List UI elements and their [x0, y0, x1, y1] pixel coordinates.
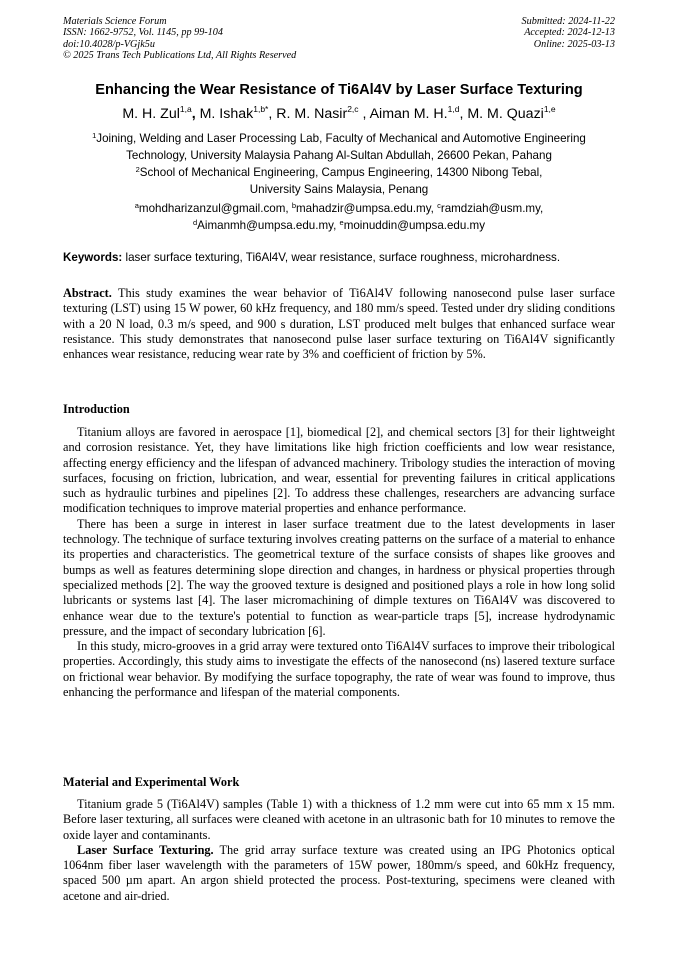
material-heading: Material and Experimental Work: [63, 775, 240, 789]
affiliation-line: Joining, Welding and Laser Processing Lab, Faculty of Mechanical and Automotive Engineering: [96, 132, 586, 145]
email-mark: b: [291, 201, 296, 210]
author-affiliation-mark: 2,c: [347, 104, 359, 114]
affiliation-2: [50, 165, 628, 198]
submission-dates: [522, 16, 615, 50]
paragraph: Titanium grade 5 (Ti6Al4V) samples (Table 1) with a thickness of 1.2 mm were cut into 65 mm x 15 mm. Before laser texturing, all surfaces were cleaned with acetone in an ultrasonic bath for 10 minutes to remove the oxide layer and contaminants.: [63, 797, 615, 842]
email-mark: a: [134, 201, 139, 210]
email-address: mahadzir@umpsa.edu.my: [296, 202, 431, 215]
affiliation-line: School of Mechanical Engineering, Campus Engineering, 14300 Nibong Tebal,: [139, 166, 543, 179]
author-name: M. Ishak: [199, 106, 254, 122]
journal-name: Materials Science Forum: [63, 16, 167, 27]
author-name: M. H. Zul: [122, 106, 180, 122]
author-separator: ,: [191, 106, 200, 122]
author-name: M. M. Quazi: [467, 106, 544, 122]
subsection-label: Laser Surface Texturing.: [77, 842, 214, 857]
paragraph-text: The grid array surface texture was created using an IPG Photonics optical 1064nm fiber laser wavelength with the parameters of 15W power, 180mm/s speed, and 60kHz frequency, spaced 500 µm apart. An argon shield protected the process. Post-texturing, specimens were cleaned with acetone and air-dried.: [63, 842, 615, 903]
email-address: moinuddin@umpsa.edu.my: [343, 218, 486, 232]
abstract-text: This study examines the wear behavior of Ti6Al4V following nanosecond pulse laser surface texturing (LST) using 15 W power, 60 kHz frequency, and 180 mm/s speed. Tested under dry sliding conditions with a 20 N load, 0.3 m/s speed, and 900 s duration, LST produced melt bulges that enhanced surface wear resistance. This study demonstrates that nanosecond pulse laser surface texturing on Ti6Al4V significantly enhances wear resistance, reducing wear rate by 3% and coefficient of friction by 5%.: [63, 286, 615, 362]
author-affiliation-mark: 1,e: [543, 104, 556, 114]
affiliation-1: [50, 131, 628, 164]
author-emails: [50, 201, 628, 234]
email-address: ramdziah@usm.my: [440, 202, 541, 215]
paragraph: In this study, micro-grooves in a grid array were textured onto Ti6Al4V surfaces to improve their tribological properties. Accordingly, this study aims to investigate the effects of the nanosecond (ns) lasered texture surface on frictional wear behavior. By modifying the surface topography, the rate of wear was found to improve, thus enhancing the performance and lifespan of the material components.: [63, 639, 615, 700]
journal-issn: ISSN: 1662-9752, Vol. 1145, pp 99-104: [63, 27, 223, 39]
author-name: R. M. Nasir: [276, 106, 348, 122]
author-separator: ,: [358, 106, 370, 122]
journal-copyright: © 2025 Trans Tech Publications Ltd, All Rights Reserved: [63, 50, 297, 62]
email-mark: d: [192, 217, 198, 227]
author-affiliation-mark: 1,d: [447, 104, 460, 114]
affiliation-mark: 1: [92, 131, 97, 140]
author-list: [40, 106, 638, 122]
abstract: [63, 286, 615, 362]
submitted-date: Submitted: 2024-11-22: [521, 16, 615, 27]
email-mark: c: [437, 201, 441, 210]
email-separator: ,: [430, 202, 438, 215]
email-address: mohdharizanzul@gmail.com: [138, 202, 286, 215]
journal-info: [63, 16, 296, 62]
accepted-date: Accepted: 2024-12-13: [524, 27, 615, 39]
paragraph: [63, 843, 615, 904]
author-name: Aiman M. H.: [369, 106, 448, 122]
keywords: [63, 251, 615, 264]
author-affiliation-mark: 1,a: [179, 104, 192, 114]
affiliation-mark: 2: [135, 165, 140, 174]
email-separator: ,: [285, 202, 292, 215]
introduction-body: [63, 425, 615, 700]
affiliation-line: Technology, University Malaysia Pahang Al-Sultan Abdullah, 26600 Pekan, Pahang: [126, 148, 552, 162]
email-mark: e: [339, 217, 344, 227]
paper-title: Enhancing the Wear Resistance of Ti6Al4V by Laser Surface Texturing: [95, 82, 583, 98]
author-affiliation-mark: 1,b*: [253, 104, 269, 114]
introduction-heading: Introduction: [63, 402, 130, 416]
affiliation-line: University Sains Malaysia, Penang: [249, 182, 429, 196]
journal-doi: doi:10.4028/p-VGjk5u: [63, 38, 155, 50]
paragraph: There has been a surge in interest in laser surface treatment due to the latest developments in laser technology. The technique of surface texturing involves creating patterns on the surface of a material to enhance its properties and characteristics. The geometrical texture of the surface consists of shapes like grooves and bumps as well as features determining slope direction and changes, in hardness or physical properties through specialized methods [2]. The way the grooved texture is designed and positioned plays a role in how long solid lubricants or systems last [4]. The laser micromachining of dimple textures on Ti6Al4V was discovered to enhance wear due to the texture's potential to function as wear-particle traps [5], increase hydrodynamic pressure, and the impact of secondary lubrication [6].: [63, 516, 615, 638]
author-separator: ,: [268, 106, 277, 122]
keywords-text: laser surface texturing, Ti6Al4V, wear resistance, surface roughness, microhardness.: [122, 251, 561, 264]
author-separator: ,: [459, 106, 468, 122]
paragraph: Titanium alloys are favored in aerospace [1], biomedical [2], and chemical sectors [3] for their lightweight and corrosion resistance. Yet, they have limitations like high friction coefficients and low wear resistance, affecting energy efficiency and the lifespan of advanced machinery. Tribology studies the interaction of moving surfaces, focusing on friction, lubrication, and wear, essential for preventing failures in critical applications such as hydraulic turbines and pipelines [2]. To address these challenges, researchers are advancing surface modification techniques to improve material properties and enhance performance.: [63, 425, 615, 516]
email-separator: ,: [333, 218, 340, 232]
keywords-label: Keywords:: [63, 251, 123, 264]
online-date: Online: 2025-03-13: [533, 38, 615, 50]
abstract-label: Abstract.: [63, 286, 112, 300]
email-address: Aimanmh@umpsa.edu.my: [197, 218, 334, 232]
material-body: [63, 797, 615, 904]
email-separator: ,: [540, 202, 544, 215]
